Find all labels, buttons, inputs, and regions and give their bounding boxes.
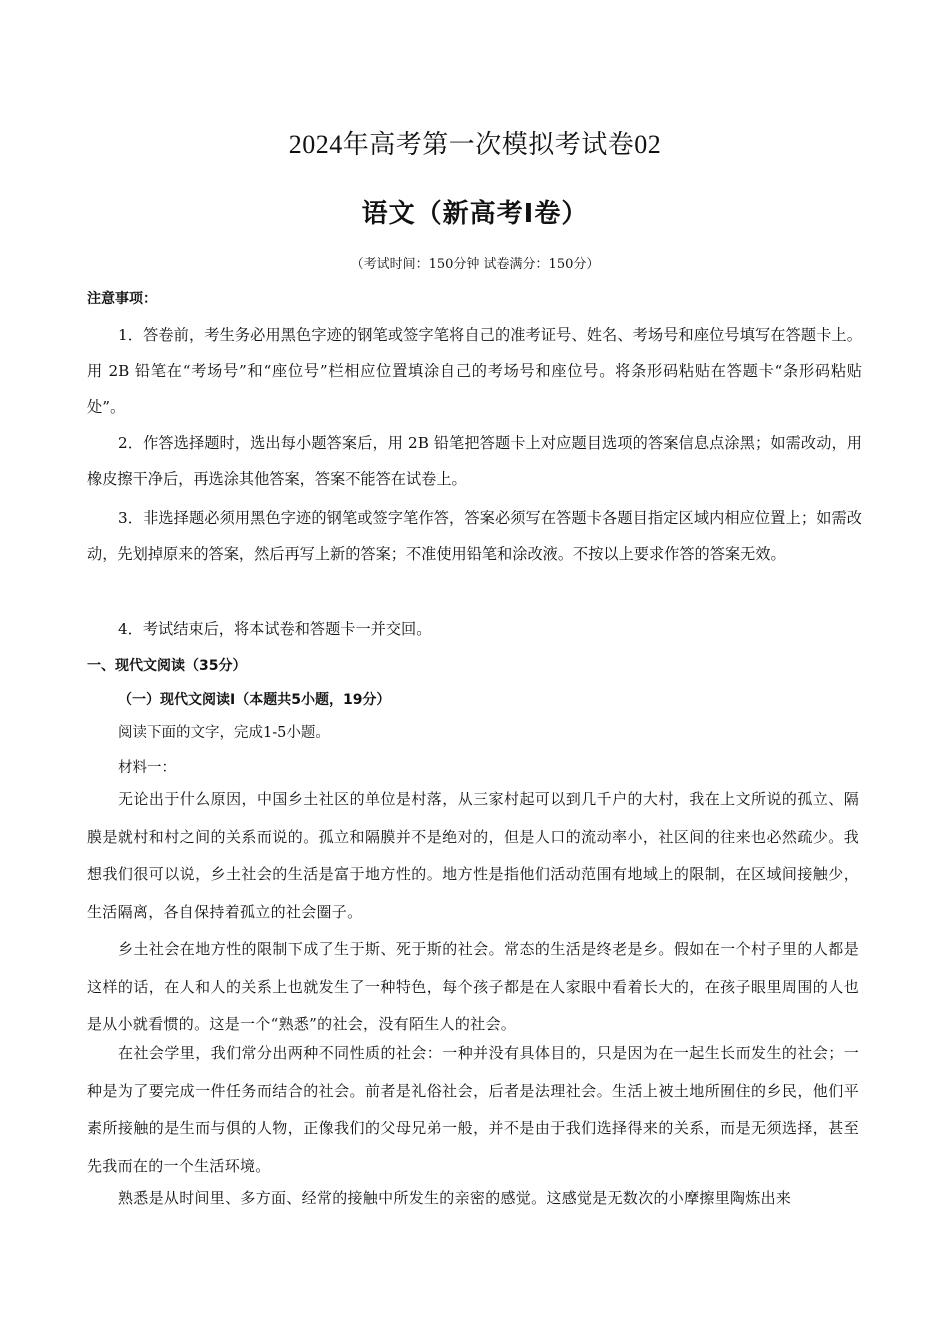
material-paragraph-3: 在社会学里，我们常分出两种不同性质的社会：一种并没有具体目的，只是因为在一起生长而发生的社会；一种是为了要完成一件任务而结合的社会。前者是礼俗社会，后者是法理社会。生活上被土地所囿住的乡民，他们平素所接触的是生而与俱的人物，正像我们的父母兄弟一般，并不是由于我们选择得来的关系，而是无须选择，甚至先我而在的一个生活环境。 <box>87 1044 859 1175</box>
material-label: 材料一： <box>118 760 176 776</box>
exam-info: （考试时间：150分钟 试卷满分：150分） <box>350 257 600 272</box>
material-paragraph-4: 熟悉是从时间里、多方面、经常的接触中所发生的亲密的感觉。这感觉是无数次的小摩擦里陶炼出来 <box>118 1189 792 1207</box>
section-heading: 一、现代文阅读（35分） <box>87 658 247 674</box>
exam-subtitle: 语文（新高考Ⅰ卷） <box>361 199 589 229</box>
note-item-1: 1．答卷前，考生务必用黑色字迹的钢笔或签字笔将自己的准考证号、姓名、考场号和座位号填写在答题卡上。用 2B 铅笔在“考场号”和“座位号”栏相应位置填涂自己的考场号和座位号。将条形码粘贴在答题卡“条形码粘贴处”。 <box>87 326 862 416</box>
material-paragraph-2: 乡土社会在地方性的限制下成了生于斯、死于斯的社会。常态的生活是终老是乡。假如在一个村子里的人都是这样的话，在人和人的关系上也就发生了一种特色，每个孩子都是在人家眼中看着长大的，在孩子眼里周围的人也是从小就看惯的。这是一个“熟悉”的社会，没有陌生人的社会。 <box>87 940 859 1033</box>
note-item-4: 4．考试结束后，将本试卷和答题卡一并交回。 <box>118 620 432 638</box>
subsection-heading: （一）现代文阅读Ⅰ（本题共5小题，19分） <box>118 692 391 708</box>
notes-heading: 注意事项： <box>87 291 157 307</box>
note-item-3: 3．非选择题必须用黑色字迹的钢笔或签字笔作答，答案必须写在答题卡各题目指定区域内相应位置上；如需改动，先划掉原来的答案，然后再写上新的答案；不准使用铅笔和涂改液。不按以上要求作答的答案无效。 <box>87 509 862 563</box>
note-item-2: 2．作答选择题时，选出每小题答案后，用 2B 铅笔把答题卡上对应题目选项的答案信息点涂黑；如需改动，用橡皮擦干净后，再选涂其他答案，答案不能答在试卷上。 <box>87 434 862 488</box>
exam-title: 2024年高考第一次模拟考试卷02 <box>288 130 662 159</box>
material-paragraph-1: 无论出于什么原因，中国乡土社区的单位是村落，从三家村起可以到几千户的大村，我在上文所说的孤立、隔膜是就村和村之间的关系而说的。孤立和隔膜并不是绝对的，但是人口的流动率小，社区间的往来也必然疏少。我想我们很可以说，乡土社会的生活是富于地方性的。地方性是指他们活动范围有地域上的限制，在区域间接触少，生活隔离，各自保持着孤立的社会圈子。 <box>87 790 859 921</box>
reading-instruction: 阅读下面的文字，完成1-5小题。 <box>118 725 330 741</box>
